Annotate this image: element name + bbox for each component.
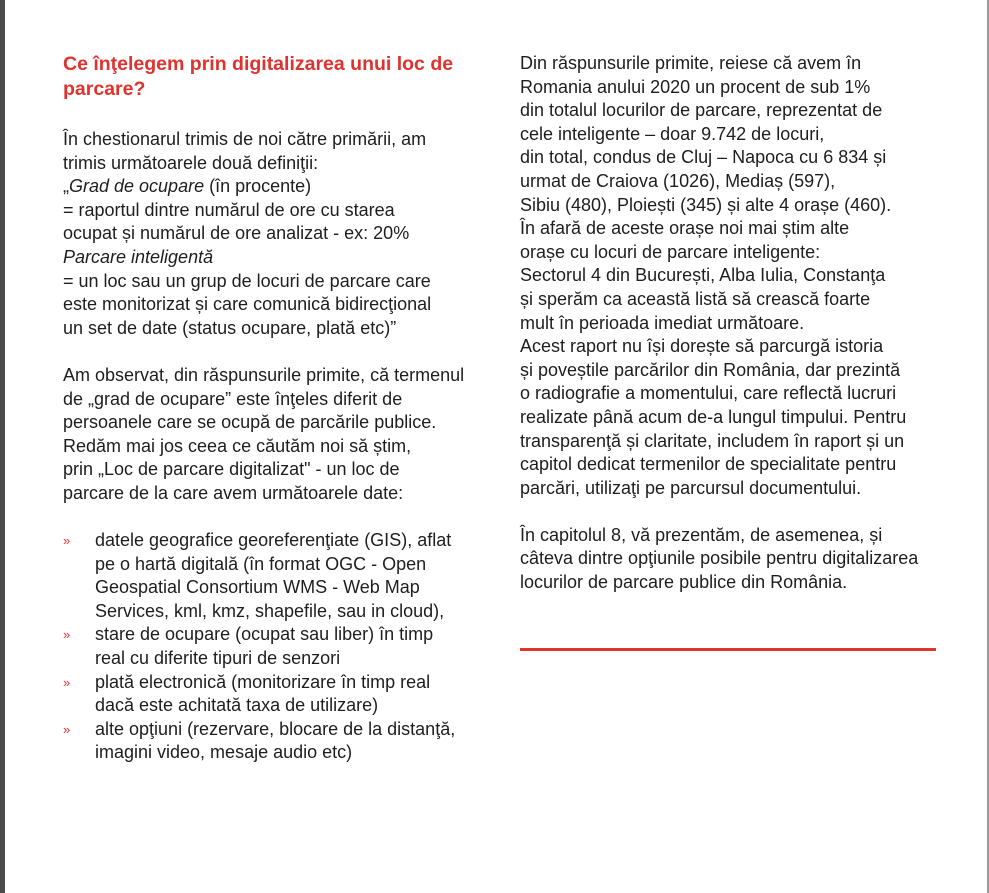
section-divider-rule bbox=[520, 648, 936, 651]
text-line: Romania anului 2020 un procent de sub 1% bbox=[520, 76, 871, 97]
text-line: de „grad de ocupare” este înţeles diferit de bbox=[63, 388, 403, 409]
text-line: ocupat și numărul de ore analizat - ex: 20% bbox=[63, 223, 410, 244]
text-line: parcări, utilizaţi pe parcursul documentului. bbox=[520, 477, 862, 498]
left-column bbox=[63, 52, 483, 765]
definition-grad-de-ocupare bbox=[63, 175, 483, 246]
text-line: trimis următoarele două definiţii: bbox=[63, 152, 319, 173]
text-line: mult în perioada imediat următoare. bbox=[520, 312, 805, 333]
text-line: alte opţiuni (rezervare, blocare de la distanţă, bbox=[95, 718, 456, 739]
text-line: din total, condus de Cluj – Napoca cu 6 834 și bbox=[520, 147, 887, 168]
text-line: cele inteligente – doar 9.742 de locuri, bbox=[520, 123, 825, 144]
definition-unit: (în procente) bbox=[204, 176, 312, 197]
definition-term: Parcare inteligentă bbox=[63, 246, 214, 267]
heading-line: Ce înţelegem prin digitalizarea unui loc de bbox=[63, 53, 454, 75]
text-line: În chestionarul trimis de noi către primării, am bbox=[63, 129, 427, 149]
list-item bbox=[63, 623, 483, 670]
text-line: real cu diferite tipuri de senzori bbox=[95, 648, 341, 669]
chevron-bullet-icon: » bbox=[63, 533, 71, 549]
text-line: Acest raport nu își dorește să parcurgă istoria bbox=[520, 336, 884, 357]
text-line: din totalul locurilor de parcare, reprezentat de bbox=[520, 100, 883, 121]
list-item bbox=[63, 718, 483, 765]
text-line: În capitolul 8, vă prezentăm, de asemenea, și bbox=[520, 524, 883, 545]
observation-paragraph bbox=[63, 364, 483, 506]
text-line: prin „Loc de parcare digitalizat" - un loc de bbox=[63, 459, 400, 480]
text-line: transparenţă și claritate, includem în raport și un bbox=[520, 430, 905, 451]
chapter-reference-paragraph bbox=[520, 524, 940, 595]
paragraph-gap bbox=[63, 506, 483, 530]
text-line: datele geografice georeferenţiate (GIS), aflat bbox=[95, 530, 452, 551]
text-line: este monitorizat și care comunică bidirecţional bbox=[63, 294, 432, 315]
heading-line: parcare? bbox=[63, 78, 146, 100]
text-line: locurilor de parcare publice din România. bbox=[520, 572, 848, 593]
text-line: o radiografie a momentului, care reflectă lucruri bbox=[520, 383, 897, 404]
intro-paragraph bbox=[63, 128, 483, 175]
paragraph-gap bbox=[520, 500, 940, 524]
chevron-bullet-icon: » bbox=[63, 627, 71, 643]
text-line: parcare de la care avem următoarele date: bbox=[63, 482, 404, 503]
text-line: stare de ocupare (ocupat sau liber) în timp bbox=[95, 624, 434, 645]
text-line: = un loc sau un grup de locuri de parcare care bbox=[63, 270, 431, 291]
list-item bbox=[63, 671, 483, 718]
list-item bbox=[63, 529, 483, 623]
page-edge-left bbox=[0, 0, 5, 893]
text-line: imagini video, mesaje audio etc) bbox=[95, 742, 353, 763]
text-line: și sperăm ca această listă să crească foarte bbox=[520, 288, 871, 309]
text-line: câteva dintre opţiunile posibile pentru digitalizarea bbox=[520, 548, 919, 569]
definition-parcare-inteligenta bbox=[63, 246, 483, 340]
chevron-bullet-icon: » bbox=[63, 721, 71, 737]
chevron-bullet-icon: » bbox=[63, 674, 71, 690]
text-line: persoanele care se ocupă de parcările publice. bbox=[63, 412, 437, 433]
right-column bbox=[520, 52, 940, 595]
text-line: Services, kml, kmz, shapefile, sau in cloud), bbox=[95, 600, 445, 621]
section-heading bbox=[63, 52, 483, 102]
paragraph-gap bbox=[63, 340, 483, 364]
text-line: plată electronică (monitorizare în timp real bbox=[95, 671, 431, 692]
text-line: realizate până acum de-a lungul timpului. Pentru bbox=[520, 406, 907, 427]
text-line: urmat de Craiova (1026), Mediaș (597), bbox=[520, 170, 836, 191]
bullet-list bbox=[63, 529, 483, 765]
text-line: pe o hartă digitală (în format OGC - Open bbox=[95, 553, 427, 574]
text-line: Sectorul 4 din București, Alba Iulia, Constanţa bbox=[520, 265, 886, 286]
text-line: Din răspunsurile primite, reiese că avem în bbox=[520, 53, 862, 73]
text-line: = raportul dintre numărul de ore cu starea bbox=[63, 199, 395, 220]
definition-term-line bbox=[63, 175, 483, 199]
text-line: Redăm mai jos ceea ce căutăm noi să știm, bbox=[63, 435, 412, 456]
text-line: Sibiu (480), Ploiești (345) și alte 4 orașe (460). bbox=[520, 194, 892, 215]
findings-paragraph bbox=[520, 52, 940, 500]
quote-mark: „ bbox=[63, 176, 69, 197]
text-line: În afară de aceste orașe noi mai știm alte bbox=[520, 218, 850, 239]
text-line: un set de date (status ocupare, plată etc)” bbox=[63, 317, 397, 338]
definition-term: Grad de ocupare bbox=[69, 176, 205, 197]
text-line: dacă este achitată taxa de utilizare) bbox=[95, 695, 379, 716]
text-line: și poveștile parcărilor din România, dar prezintă bbox=[520, 359, 901, 380]
text-line: Am observat, din răspunsurile primite, că termenul bbox=[63, 364, 465, 385]
text-line: capitol dedicat termenilor de specialitate pentru bbox=[520, 454, 897, 475]
text-line: Geospatial Consortium WMS - Web Map bbox=[95, 577, 420, 598]
text-line: orașe cu locuri de parcare inteligente: bbox=[520, 241, 821, 262]
